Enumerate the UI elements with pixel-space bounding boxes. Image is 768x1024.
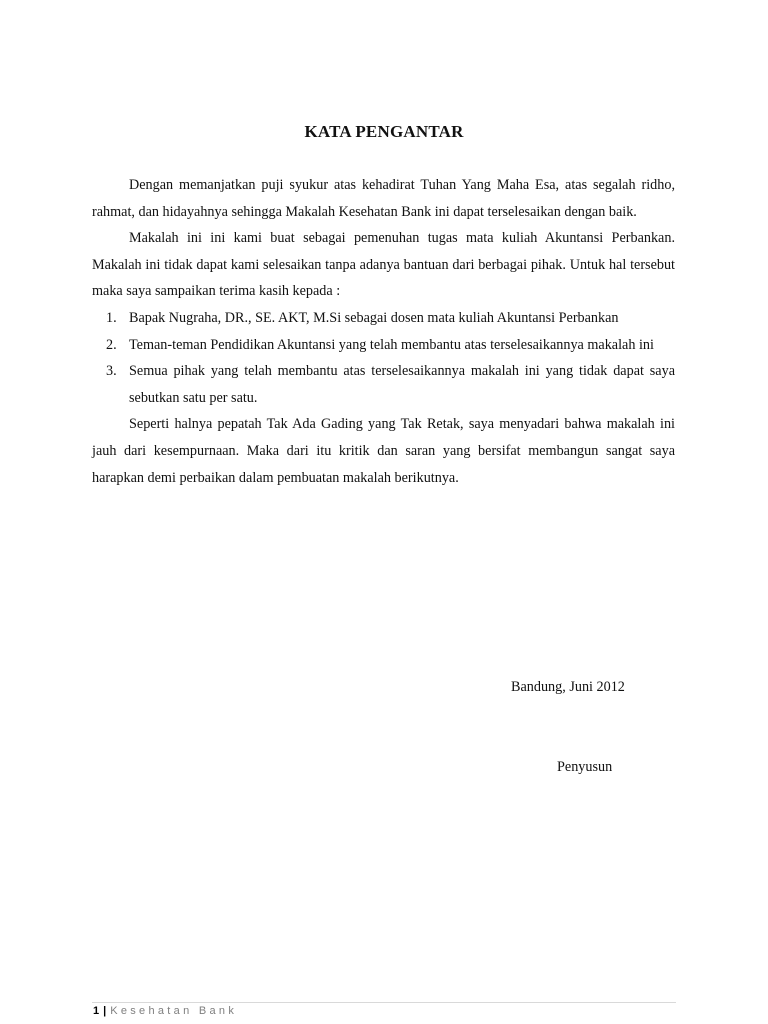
page-number: 1 [93,1005,100,1017]
list-item-text: Bapak Nugraha, DR., SE. AKT, M.Si sebagai dosen mata kuliah Akuntansi Perbankan [129,309,619,326]
list-item-text: Teman-teman Pendidikan Akuntansi yang telah membantu atas terselesaikannya makalah ini [129,336,654,353]
intro-paragraph: Dengan memanjatkan puji syukur atas kehadirat Tuhan Yang Maha Esa, atas segalah ridho, rahmat, dan hidayahnya sehingga Makalah Kesehatan Bank ini dapat terselesaikan dengan baik. [92,177,675,220]
list-item-number: 3. [106,363,117,380]
purpose-paragraph: Makalah ini ini kami buat sebagai pemenuhan tugas mata kuliah Akuntansi Perbankan. Makalah ini tidak dapat kami selesaikan tanpa adanya bantuan dari berbagai pihak. Untuk hal tersebut maka saya sampaikan terima kasih kepada : [92,230,675,300]
place-date: Bandung, Juni 2012 [511,679,625,695]
page-footer [93,1005,237,1017]
list-item-number: 1. [106,309,117,326]
thanks-list [92,305,675,411]
footer-separator: | [103,1005,107,1017]
list-item [92,332,675,359]
footer-divider [92,1002,676,1003]
document-body [92,172,675,491]
footer-label: Kesehatan Bank [110,1005,238,1017]
page-title: KATA PENGANTAR [304,122,464,141]
list-item-number: 2. [106,336,117,353]
list-item [92,358,675,411]
closing-paragraph: Seperti halnya pepatah Tak Ada Gading yang Tak Retak, saya menyadari bahwa makalah ini jauh dari kesempurnaan. Maka dari itu kritik dan saran yang bersifat membangun sangat saya harapkan demi perbaikan dalam pembuatan makalah berikutnya. [92,416,675,486]
signer-label: Penyusun [557,759,613,775]
list-item-text: Semua pihak yang telah membantu atas terselesaikannya makalah ini yang tidak dapat saya sebutkan satu per satu. [129,363,675,406]
list-item [92,305,675,332]
